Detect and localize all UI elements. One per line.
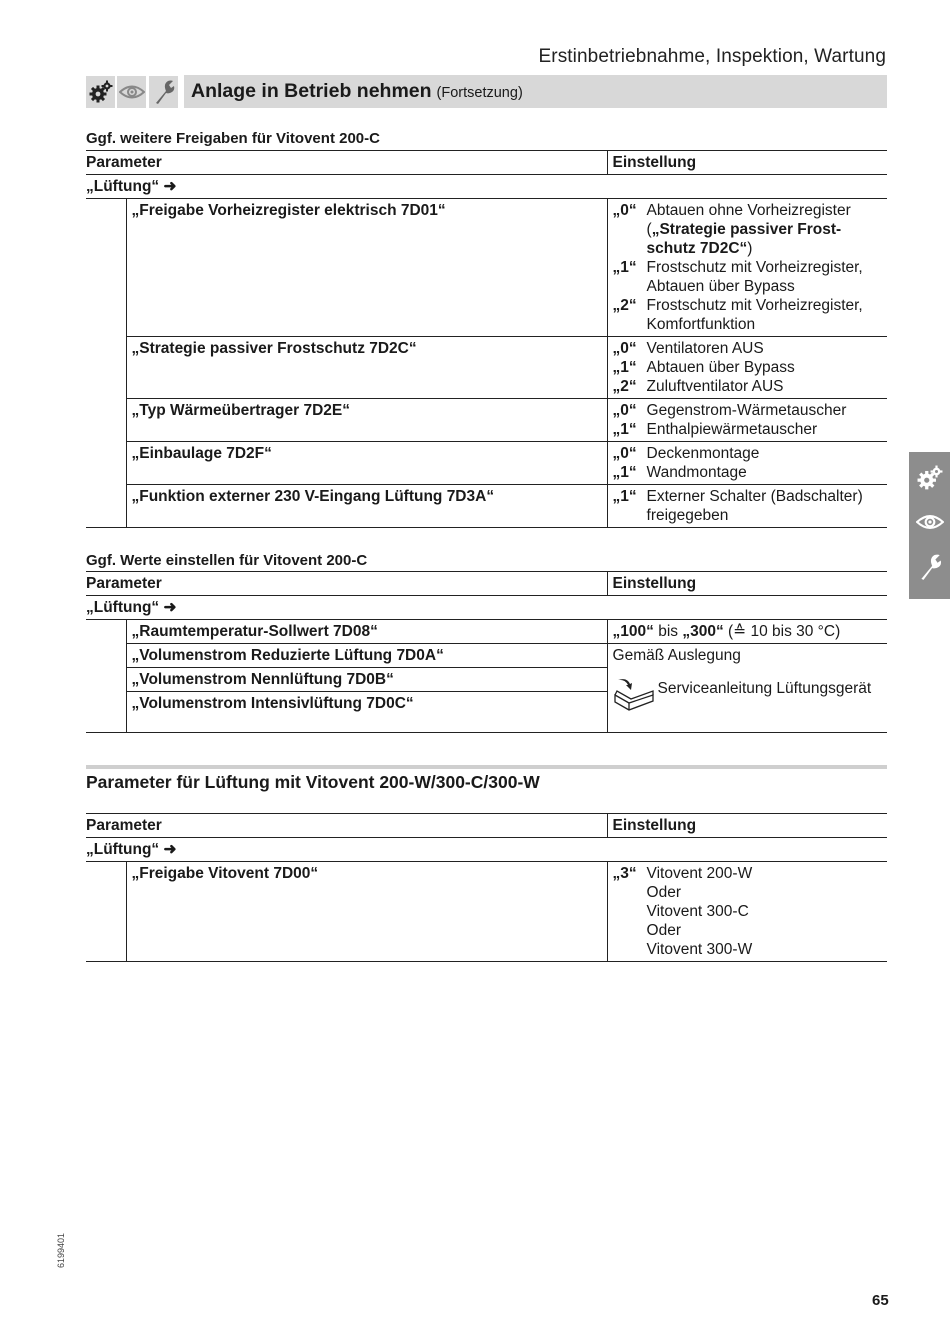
- indent-cell: [86, 199, 126, 528]
- param-cell: „Volumenstrom Nennlüftung 7D0B“: [126, 668, 607, 692]
- table-header-row: [86, 151, 887, 175]
- option-desc: Abtauen über Bypass: [646, 359, 795, 376]
- param-cell: „Strategie passiver Frostschutz 7D2C“: [126, 337, 607, 399]
- option-code: „1“: [612, 259, 637, 276]
- option-desc: Frostschutz mit Vorheizregister, Komfortfunktion: [646, 297, 863, 333]
- option-desc-line: Oder: [646, 922, 681, 939]
- reference-note: [613, 675, 883, 716]
- param-cell: „Volumenstrom Intensivlüftung 7D0C“: [126, 692, 607, 733]
- side-tab: [909, 452, 950, 599]
- page-title-bar: [184, 75, 887, 108]
- section3-title: Parameter für Lüftung mit Vitovent 200-W/300-C/300-W: [86, 772, 540, 792]
- option-item: [613, 444, 883, 463]
- page-number: 65: [872, 1292, 889, 1309]
- table-header-row: [86, 814, 887, 838]
- gears-icon: [917, 465, 943, 496]
- option-desc-paren: ): [747, 240, 753, 257]
- indent-cell: [86, 862, 126, 962]
- col-header-einstellung: Einstellung: [607, 572, 887, 596]
- option-desc: Wandmontage: [646, 464, 747, 481]
- document-number: 6199401: [56, 1232, 66, 1268]
- setting-cell: [607, 399, 887, 442]
- option-item: [613, 201, 883, 258]
- value-from: „100“: [612, 623, 654, 640]
- table-row: [86, 862, 887, 962]
- option-desc: Ventilatoren AUS: [646, 340, 764, 357]
- value-range: (≙ 10 bis 30 °C): [723, 623, 841, 640]
- param-cell: „Einbaulage 7D2F“: [126, 442, 607, 485]
- setting-cell: [607, 442, 887, 485]
- option-item: [613, 377, 883, 396]
- option-code: „0“: [612, 202, 637, 219]
- option-code: „1“: [612, 359, 637, 376]
- group-label: „Lüftung“ ➜: [86, 596, 887, 620]
- section2-label: Ggf. Werte einstellen für Vitovent 200-C: [86, 552, 368, 569]
- option-desc: Enthalpiewärmetauscher: [646, 421, 818, 438]
- option-desc-line: Abtauen ohne Vorheizregister: [646, 202, 851, 219]
- option-item: [613, 420, 883, 439]
- table-row: [86, 442, 887, 485]
- section3-table: [86, 813, 887, 962]
- setting-cell: [607, 644, 887, 733]
- option-item: [613, 358, 883, 377]
- option-code: „1“: [612, 464, 637, 481]
- option-desc: [647, 201, 883, 258]
- option-code: „2“: [612, 378, 637, 395]
- option-item: [613, 864, 883, 959]
- table-row: [86, 399, 887, 442]
- option-item: [613, 339, 883, 358]
- table-row: [86, 199, 887, 337]
- section2-table: [86, 571, 887, 733]
- option-code: „3“: [612, 865, 637, 882]
- table-header-row: [86, 572, 887, 596]
- reference-text: Serviceanleitung Lüftungsgerät: [657, 680, 872, 697]
- group-row: [86, 596, 887, 620]
- option-desc-ref: „Strategie passiver Frost-: [651, 221, 842, 238]
- option-desc: Deckenmontage: [646, 445, 760, 462]
- option-item: [613, 463, 883, 482]
- option-desc: Zuluftventilator AUS: [646, 378, 784, 395]
- group-label: „Lüftung“ ➜: [86, 175, 887, 199]
- param-cell: „Raumtemperatur-Sollwert 7D08“: [126, 620, 607, 644]
- option-code: „1“: [612, 488, 637, 505]
- option-item: [613, 296, 883, 334]
- group-label: „Lüftung“ ➜: [86, 838, 887, 862]
- option-code: „1“: [612, 421, 637, 438]
- book-icon: [613, 677, 658, 716]
- option-code: „2“: [612, 297, 637, 314]
- option-code: „0“: [612, 340, 637, 357]
- value-bis: bis: [653, 623, 683, 640]
- setting-cell: [607, 337, 887, 399]
- chapter-title: Erstinbetriebnahme, Inspektion, Wartung: [538, 46, 886, 67]
- section1-label: Ggf. weitere Freigaben für Vitovent 200-C: [86, 130, 380, 147]
- setting-cell: [607, 199, 887, 337]
- col-header-parameter: Parameter: [86, 572, 607, 596]
- table-row: [86, 620, 887, 644]
- section-divider: [86, 765, 887, 769]
- option-desc-line: Vitovent 200-W: [646, 865, 753, 882]
- setting-cell: [607, 862, 887, 962]
- setting-text: Gemäß Auslegung: [612, 647, 741, 664]
- col-header-einstellung: Einstellung: [607, 151, 887, 175]
- table-row: [86, 485, 887, 528]
- option-item: [613, 258, 883, 296]
- option-desc-paren: (: [646, 221, 652, 238]
- option-code: „0“: [612, 445, 637, 462]
- eye-icon: [117, 76, 146, 108]
- indent-cell: [86, 620, 126, 733]
- option-desc-line: Vitovent 300-C: [646, 903, 749, 920]
- param-cell: „Volumenstrom Reduzierte Lüftung 7D0A“: [126, 644, 607, 668]
- group-row: [86, 838, 887, 862]
- setting-cell: [607, 485, 887, 528]
- col-header-parameter: Parameter: [86, 814, 607, 838]
- value-to: „300“: [682, 623, 724, 640]
- wrench-icon: [917, 553, 943, 586]
- section1-table: [86, 150, 887, 528]
- col-header-parameter: Parameter: [86, 151, 607, 175]
- option-code: „0“: [612, 402, 637, 419]
- page-title: Anlage in Betrieb nehmen: [191, 80, 432, 102]
- option-desc: [647, 864, 883, 959]
- table-row: [86, 337, 887, 399]
- param-cell: „Freigabe Vorheizregister elektrisch 7D01“: [126, 199, 607, 337]
- col-header-einstellung: Einstellung: [607, 814, 887, 838]
- table-row: [86, 644, 887, 668]
- option-desc-ref: schutz 7D2C“: [646, 240, 748, 257]
- eye-icon: [916, 513, 944, 536]
- gears-icon: [86, 76, 115, 108]
- option-desc: Externer Schalter (Badschalter) freigegeben: [646, 488, 863, 524]
- option-desc-line: Vitovent 300-W: [646, 941, 753, 958]
- option-desc-line: Oder: [646, 884, 681, 901]
- option-desc: Frostschutz mit Vorheizregister, Abtauen über Bypass: [646, 259, 863, 295]
- wrench-icon: [149, 76, 178, 108]
- group-row: [86, 175, 887, 199]
- param-cell: „Typ Wärmeübertrager 7D2E“: [126, 399, 607, 442]
- option-desc: Gegenstrom-Wärmetauscher: [646, 402, 847, 419]
- option-item: [613, 401, 883, 420]
- option-item: [613, 487, 883, 525]
- setting-cell: [607, 620, 887, 644]
- page-title-suffix: (Fortsetzung): [436, 85, 523, 101]
- param-cell: „Freigabe Vitovent 7D00“: [126, 862, 607, 962]
- param-cell: „Funktion externer 230 V-Eingang Lüftung 7D3A“: [126, 485, 607, 528]
